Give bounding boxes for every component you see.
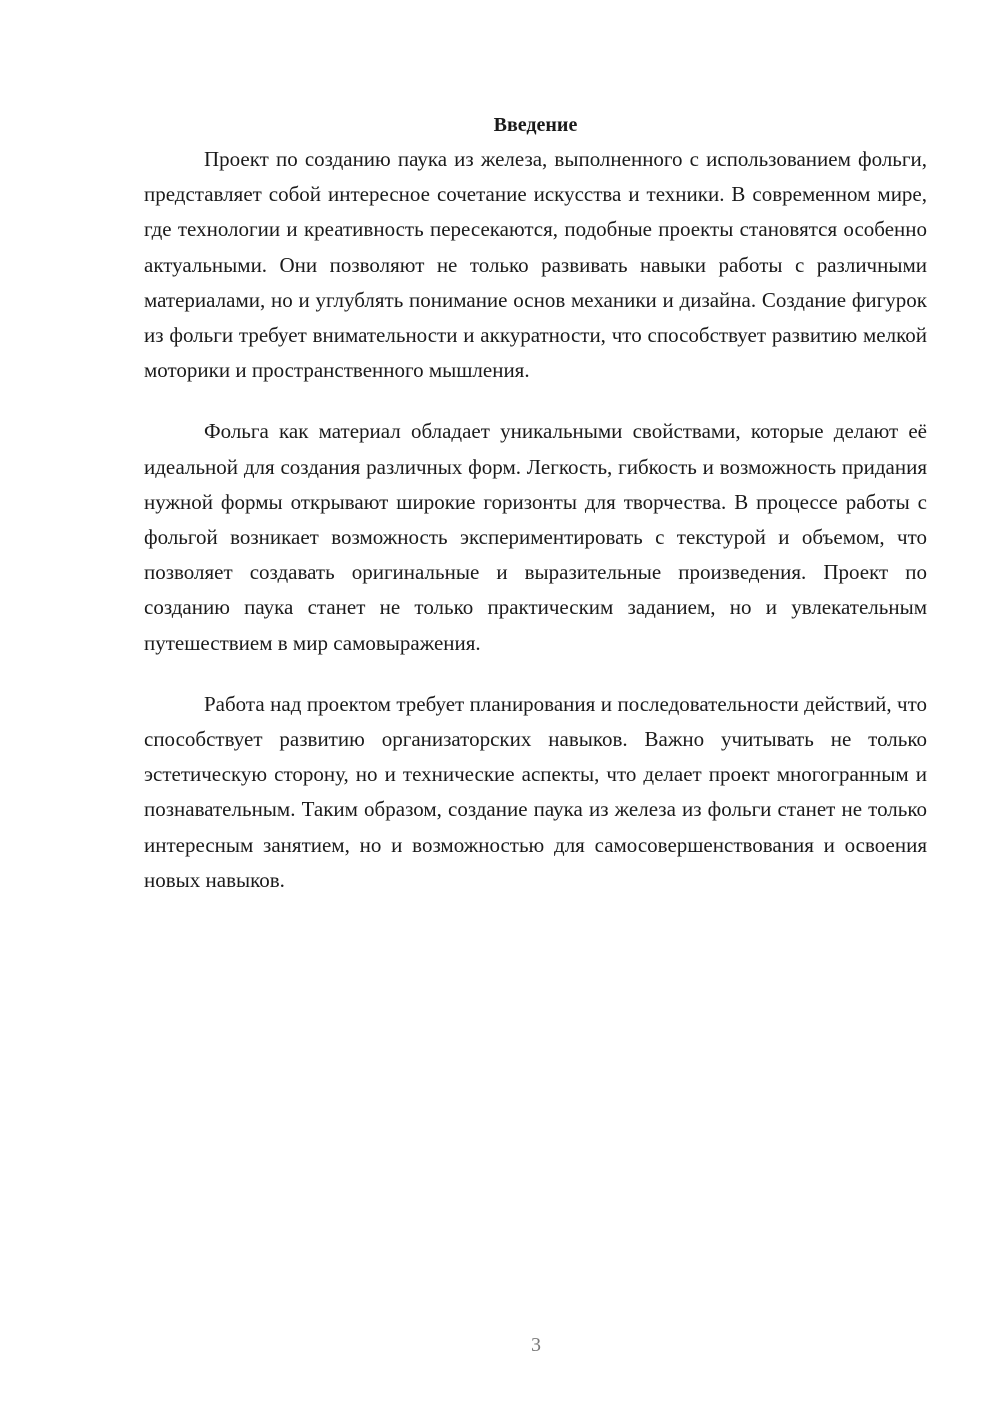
paragraph-3: Работа над проектом требует планирования и последовательности действий, что способствует развитию организаторских навыков. Важно учитывать не только эстетическую сторону, но и технические аспекты, что делает проект многогранным и познавательным. Таким образом, создание паука из железа из фольги станет не только интересным занятием, но и возможностью для самосовершенствования и освоения новых навыков. [144,691,927,892]
body-text [144,142,927,924]
paragraph-2: Фольга как материал обладает уникальными свойствами, которые делают её идеальной для создания различных форм. Легкость, гибкость и возможность придания нужной формы открывают широкие горизонты для творчества. В процессе работы с фольгой возникает возможность экспериментировать с текстурой и объемом, что позволяет создавать оригинальные и выразительные произведения. Проект по созданию паука станет не только практическим заданием, но и увлекательным путешествием в мир самовыражения. [144,419,927,655]
section-title: Введение [493,114,578,137]
paragraph-1: Проект по созданию паука из железа, выполненного с использованием фольги, представляет собой интересное сочетание искусства и техники. В современном мире, где технологии и креативность пересекаются, подобные проекты становятся особенно актуальными. Они позволяют не только развивать навыки работы с различными материалами, но и углублять понимание основ механики и дизайна. Создание фигурок из фольги требует внимательности и аккуратности, что способствует развитию мелкой моторики и пространственного мышления. [144,147,927,383]
page-number: 3 [531,1334,541,1356]
